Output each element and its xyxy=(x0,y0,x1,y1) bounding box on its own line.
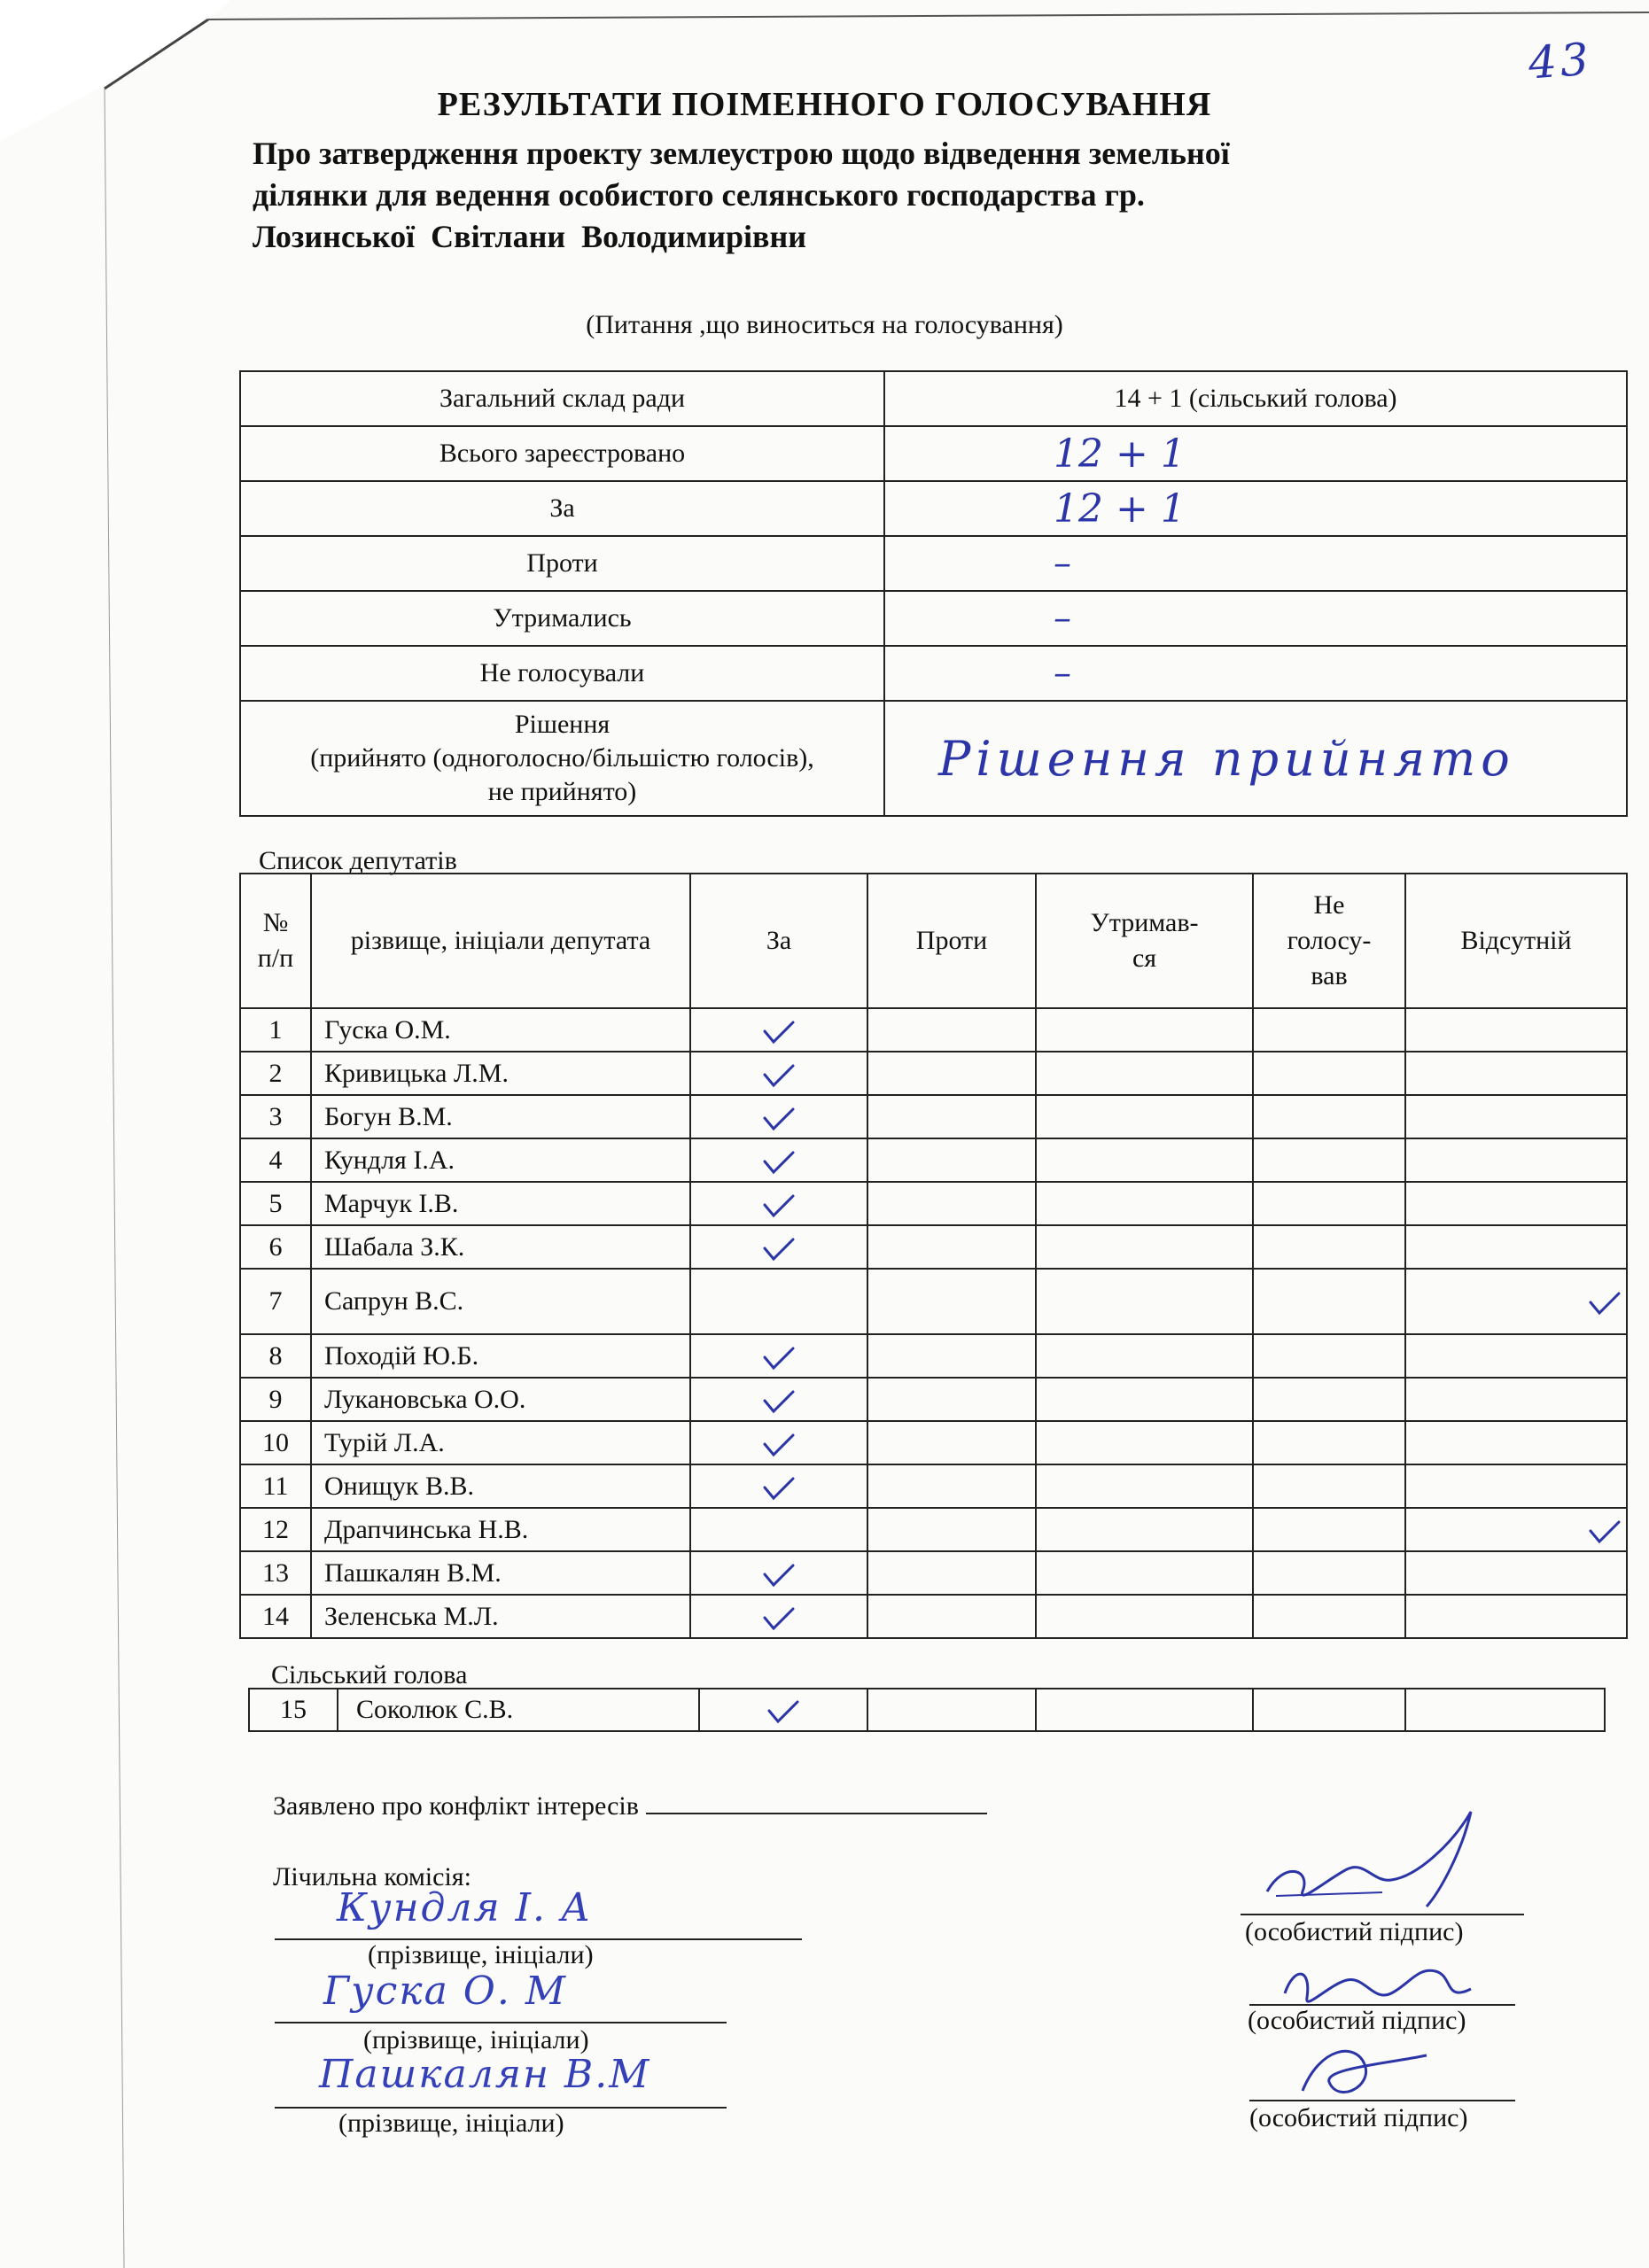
vote-cell-abstained xyxy=(1036,1008,1253,1052)
vote-cell-for xyxy=(690,1225,867,1269)
checkmark-icon xyxy=(761,1149,797,1176)
checkmark-icon xyxy=(761,1432,797,1458)
summary-row xyxy=(240,591,1627,646)
handwritten-decision: Рішення прийнято xyxy=(938,730,1515,787)
deputy-row xyxy=(240,1095,1627,1138)
deputy-num: 7 xyxy=(240,1269,311,1334)
vote-cell-absent xyxy=(1405,1421,1627,1464)
deputy-name: Походій Ю.Б. xyxy=(311,1334,690,1378)
vote-cell-against xyxy=(867,1378,1036,1421)
deputy-name: Шабала З.К. xyxy=(311,1225,690,1269)
deputy-row xyxy=(240,1595,1627,1638)
checkmark-icon xyxy=(761,1192,797,1219)
header-text: ся xyxy=(1132,944,1157,973)
deputy-name: Кривицька Л.М. xyxy=(311,1052,690,1095)
vote-cell-absent xyxy=(1405,1334,1627,1378)
signature-line xyxy=(1249,2100,1515,2101)
signature-drawing xyxy=(1276,2029,1471,2109)
deputy-name: Кундля І.А. xyxy=(311,1138,690,1182)
header-text: голосу- xyxy=(1287,926,1372,955)
summary-value: 14 + 1 (сільський голова) xyxy=(884,371,1627,426)
vote-cell-not-voted xyxy=(1253,1182,1405,1225)
document-title: РЕЗУЛЬТАТИ ПОІМЕННОГО ГОЛОСУВАННЯ xyxy=(437,86,1212,123)
vote-cell-not-voted xyxy=(1253,1464,1405,1508)
checkmark-icon xyxy=(766,1698,801,1725)
deputy-row xyxy=(240,1421,1627,1464)
vote-cell-absent xyxy=(1405,1225,1627,1269)
vote-cell-absent xyxy=(1405,1182,1627,1225)
chair-name: Соколюк С.В. xyxy=(338,1689,699,1731)
decision-value xyxy=(884,701,1627,816)
chair-cell-not-voted xyxy=(1253,1689,1405,1731)
handwritten-dash: – xyxy=(1054,598,1071,639)
header-text: п/п xyxy=(257,944,294,973)
vote-cell-abstained xyxy=(1036,1551,1253,1595)
vote-cell-not-voted xyxy=(1253,1225,1405,1269)
commission-member-name: Гуска О. М xyxy=(323,1969,567,2014)
vote-cell-not-voted xyxy=(1253,1138,1405,1182)
deputy-row xyxy=(240,1138,1627,1182)
deputy-name: Марчук І.В. xyxy=(311,1182,690,1225)
checkmark-icon xyxy=(761,1388,797,1415)
vote-cell-against xyxy=(867,1595,1036,1638)
checkmark-icon xyxy=(761,1019,797,1045)
subject-line: Про затвердження проекту землеустрою щодо відведення земельної xyxy=(253,136,1230,171)
summary-label: Не голосували xyxy=(240,646,884,701)
header-absent: Відсутній xyxy=(1405,874,1627,1008)
vote-cell-for xyxy=(690,1508,867,1551)
vote-cell-absent xyxy=(1405,1551,1627,1595)
handwritten-value: 12 + 1 xyxy=(1054,485,1186,532)
vote-cell-against xyxy=(867,1052,1036,1095)
checkmark-icon xyxy=(761,1605,797,1632)
vote-cell-for xyxy=(690,1008,867,1052)
signature-caption: (особистий підпис) xyxy=(1245,1917,1464,1946)
header-name: різвище, ініціали депутата xyxy=(311,874,690,1008)
handwritten-dash: – xyxy=(1054,653,1071,694)
summary-table xyxy=(239,370,1628,817)
vote-cell-abstained xyxy=(1036,1595,1253,1638)
summary-label: Всього зареєстровано xyxy=(240,426,884,481)
deputy-row xyxy=(240,1008,1627,1052)
vote-cell-abstained xyxy=(1036,1052,1253,1095)
vote-cell-for xyxy=(690,1595,867,1638)
chair-cell-against xyxy=(867,1689,1036,1731)
decision-label-line: не прийнято) xyxy=(487,777,637,806)
deputy-row xyxy=(240,1225,1627,1269)
checkmark-icon xyxy=(761,1236,797,1262)
conflict-label: Заявлено про конфлікт інтересів xyxy=(273,1791,639,1821)
vote-cell-abstained xyxy=(1036,1508,1253,1551)
vote-cell-abstained xyxy=(1036,1378,1253,1421)
checkmark-icon xyxy=(761,1562,797,1588)
vote-cell-abstained xyxy=(1036,1421,1253,1464)
handwritten-dash: – xyxy=(1054,543,1071,584)
deputy-num: 3 xyxy=(240,1095,311,1138)
summary-label: Загальний склад ради xyxy=(240,371,884,426)
vote-cell-not-voted xyxy=(1253,1551,1405,1595)
deputies-caption: Список депутатів xyxy=(259,846,457,875)
vote-cell-not-voted xyxy=(1253,1052,1405,1095)
summary-row xyxy=(240,371,1627,426)
deputy-row xyxy=(240,1182,1627,1225)
vote-cell-for xyxy=(690,1334,867,1378)
deputies-table xyxy=(239,873,1628,1639)
commission-label: Лічильна комісія: xyxy=(273,1862,471,1891)
summary-value xyxy=(884,426,1627,481)
conflict-blank-line xyxy=(646,1788,987,1814)
header-not-voted xyxy=(1253,874,1405,1008)
subject-line: Лозинської Світлани Володимирівни xyxy=(253,219,806,254)
name-line xyxy=(275,2022,727,2023)
vote-cell-not-voted xyxy=(1253,1595,1405,1638)
deputy-name: Драпчинська Н.В. xyxy=(311,1508,690,1551)
vote-cell-against xyxy=(867,1551,1036,1595)
header-for: За xyxy=(690,874,867,1008)
summary-row xyxy=(240,646,1627,701)
summary-row xyxy=(240,536,1627,591)
vote-cell-abstained xyxy=(1036,1269,1253,1334)
vote-cell-for xyxy=(690,1464,867,1508)
subject-line: ділянки для ведення особистого селянського господарства гр. xyxy=(253,177,1145,213)
chair-cell-for xyxy=(699,1689,867,1731)
vote-cell-absent xyxy=(1405,1595,1627,1638)
deputy-num: 4 xyxy=(240,1138,311,1182)
vote-cell-for xyxy=(690,1421,867,1464)
checkmark-icon xyxy=(761,1062,797,1089)
vote-cell-against xyxy=(867,1269,1036,1334)
deputy-num: 5 xyxy=(240,1182,311,1225)
vote-cell-abstained xyxy=(1036,1182,1253,1225)
vote-cell-for xyxy=(690,1378,867,1421)
vote-cell-not-voted xyxy=(1253,1334,1405,1378)
name-caption: (прізвище, ініціали) xyxy=(338,2109,564,2138)
chair-caption: Сільський голова xyxy=(271,1660,468,1689)
chair-cell-absent xyxy=(1405,1689,1605,1731)
vote-cell-against xyxy=(867,1008,1036,1052)
vote-cell-not-voted xyxy=(1253,1508,1405,1551)
vote-cell-against xyxy=(867,1508,1036,1551)
deputy-row xyxy=(240,1269,1627,1334)
vote-cell-abstained xyxy=(1036,1095,1253,1138)
deputy-num: 1 xyxy=(240,1008,311,1052)
vote-cell-abstained xyxy=(1036,1464,1253,1508)
vote-cell-for xyxy=(690,1052,867,1095)
decision-label-line: Рішення xyxy=(514,710,611,739)
deputy-num: 11 xyxy=(240,1464,311,1508)
vote-cell-against xyxy=(867,1138,1036,1182)
summary-value xyxy=(884,646,1627,701)
conflict-of-interest xyxy=(273,1788,987,1821)
vote-cell-absent xyxy=(1405,1269,1627,1334)
header-text: № xyxy=(262,908,289,937)
vote-cell-not-voted xyxy=(1253,1378,1405,1421)
deputy-name: Турій Л.А. xyxy=(311,1421,690,1464)
deputy-row xyxy=(240,1378,1627,1421)
vote-cell-abstained xyxy=(1036,1138,1253,1182)
vote-cell-not-voted xyxy=(1253,1421,1405,1464)
summary-label: Проти xyxy=(240,536,884,591)
deputy-name: Богун В.М. xyxy=(311,1095,690,1138)
name-caption: (прізвище, ініціали) xyxy=(368,1940,594,1969)
summary-row xyxy=(240,481,1627,536)
chair-table xyxy=(248,1688,1606,1732)
vote-cell-absent xyxy=(1405,1378,1627,1421)
chair-row xyxy=(249,1689,1605,1731)
deputy-num: 8 xyxy=(240,1334,311,1378)
deputy-row xyxy=(240,1464,1627,1508)
deputy-name: Пашкалян В.М. xyxy=(311,1551,690,1595)
vote-cell-for xyxy=(690,1269,867,1334)
deputy-num: 2 xyxy=(240,1052,311,1095)
deputy-row xyxy=(240,1508,1627,1551)
summary-value xyxy=(884,481,1627,536)
header-text: Не xyxy=(1313,890,1345,920)
name-caption: (прізвище, ініціали) xyxy=(363,2025,589,2054)
summary-value xyxy=(884,591,1627,646)
vote-cell-abstained xyxy=(1036,1225,1253,1269)
decision-label-line: (прийнято (одноголосно/більшістю голосів), xyxy=(310,743,814,773)
voting-subject xyxy=(253,133,1511,258)
header-num xyxy=(240,874,311,1008)
deputy-num: 6 xyxy=(240,1225,311,1269)
deputy-num: 12 xyxy=(240,1508,311,1551)
vote-cell-not-voted xyxy=(1253,1008,1405,1052)
summary-row xyxy=(240,426,1627,481)
vote-cell-not-voted xyxy=(1253,1269,1405,1334)
vote-cell-for xyxy=(690,1182,867,1225)
vote-cell-against xyxy=(867,1225,1036,1269)
page-number: 43 xyxy=(1527,33,1594,89)
vote-cell-absent xyxy=(1405,1138,1627,1182)
signature-caption: (особистий підпис) xyxy=(1249,2103,1468,2132)
summary-label: За xyxy=(240,481,884,536)
deputy-name: Сапрун В.С. xyxy=(311,1269,690,1334)
signature-drawing xyxy=(1249,1807,1533,1914)
signature-caption: (особистий підпис) xyxy=(1248,2006,1466,2035)
checkmark-icon xyxy=(761,1345,797,1371)
header-text: Утримав- xyxy=(1090,908,1199,937)
vote-cell-absent xyxy=(1405,1052,1627,1095)
deputy-name: Лукановська О.О. xyxy=(311,1378,690,1421)
vote-cell-absent xyxy=(1405,1008,1627,1052)
summary-value xyxy=(884,536,1627,591)
deputies-header-row xyxy=(240,874,1627,1008)
vote-cell-abstained xyxy=(1036,1334,1253,1378)
checkmark-icon xyxy=(1587,1290,1622,1317)
header-text: вав xyxy=(1311,961,1348,990)
chair-cell-abstained xyxy=(1036,1689,1253,1731)
commission-member-name: Кундля І. А xyxy=(337,1885,593,1930)
vote-cell-absent xyxy=(1405,1095,1627,1138)
deputy-num: 9 xyxy=(240,1378,311,1421)
vote-cell-against xyxy=(867,1095,1036,1138)
vote-cell-absent xyxy=(1405,1464,1627,1508)
deputy-num: 10 xyxy=(240,1421,311,1464)
deputy-name: Зеленська М.Л. xyxy=(311,1595,690,1638)
decision-row xyxy=(240,701,1627,816)
vote-cell-for xyxy=(690,1138,867,1182)
deputy-row xyxy=(240,1052,1627,1095)
summary-label: Утримались xyxy=(240,591,884,646)
handwritten-value: 12 + 1 xyxy=(1054,431,1186,477)
question-caption: (Питання ,що виноситься на голосування) xyxy=(586,310,1063,339)
signature-line xyxy=(1241,1914,1524,1915)
vote-cell-against xyxy=(867,1464,1036,1508)
checkmark-icon xyxy=(1587,1518,1622,1545)
deputy-num: 13 xyxy=(240,1551,311,1595)
checkmark-icon xyxy=(761,1475,797,1502)
vote-cell-absent xyxy=(1405,1508,1627,1551)
deputy-row xyxy=(240,1551,1627,1595)
deputy-name: Онищук В.В. xyxy=(311,1464,690,1508)
vote-cell-against xyxy=(867,1334,1036,1378)
vote-cell-against xyxy=(867,1421,1036,1464)
deputy-name: Гуска О.М. xyxy=(311,1008,690,1052)
vote-cell-for xyxy=(690,1095,867,1138)
header-abstained xyxy=(1036,874,1253,1008)
vote-cell-for xyxy=(690,1551,867,1595)
vote-cell-not-voted xyxy=(1253,1095,1405,1138)
checkmark-icon xyxy=(761,1106,797,1132)
deputy-num: 14 xyxy=(240,1595,311,1638)
commission-member-name: Пашкалян В.М xyxy=(319,2052,651,2097)
decision-label xyxy=(240,701,884,816)
deputy-row xyxy=(240,1334,1627,1378)
chair-num: 15 xyxy=(249,1689,338,1731)
vote-cell-against xyxy=(867,1182,1036,1225)
header-against: Проти xyxy=(867,874,1036,1008)
